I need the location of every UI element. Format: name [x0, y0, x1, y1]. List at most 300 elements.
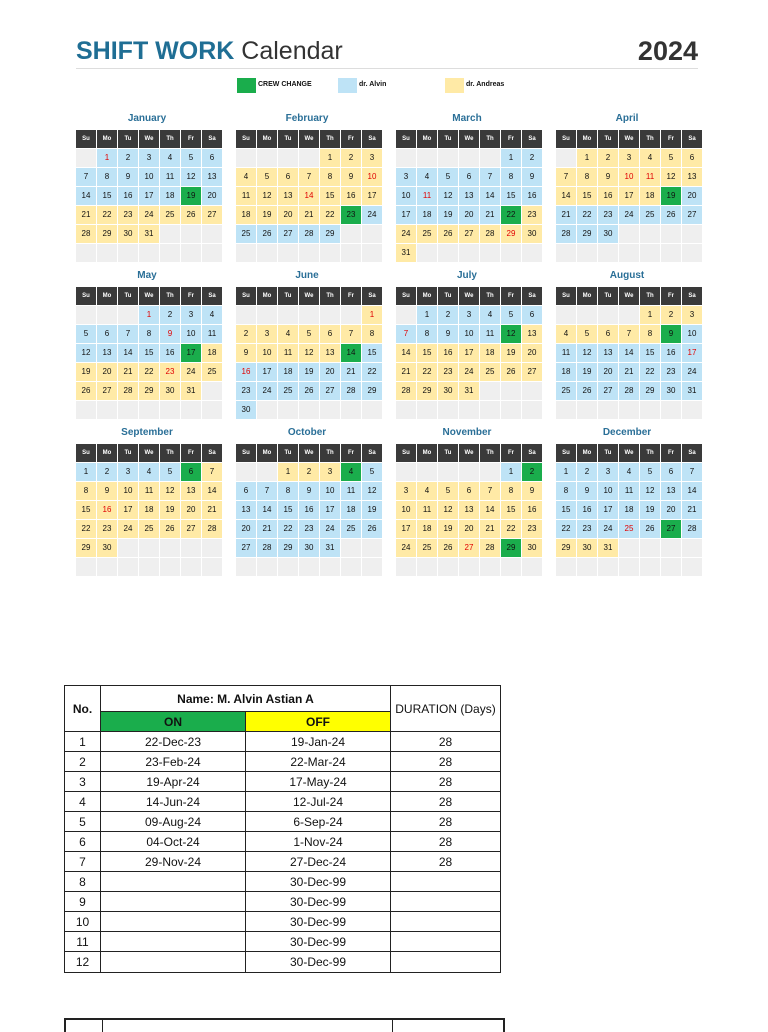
- weekday-header: Fr: [341, 130, 361, 148]
- day-cell: 28: [480, 539, 500, 557]
- day-cell: 17: [459, 344, 479, 362]
- day-cell: 21: [619, 363, 639, 381]
- day-cell: 14: [341, 344, 361, 362]
- month-grid: [76, 444, 222, 576]
- day-cell: 8: [278, 482, 298, 500]
- empty-day-cell: [598, 306, 618, 324]
- day-cell: 3: [139, 149, 159, 167]
- empty-day-cell: [299, 244, 319, 262]
- cell-no: 4: [65, 792, 101, 812]
- day-cell: 29: [556, 539, 576, 557]
- cell-off: 17-May-24: [246, 772, 391, 792]
- month-grid: [236, 444, 382, 576]
- day-cell: 14: [682, 482, 702, 500]
- day-cell: 4: [640, 149, 660, 167]
- empty-day-cell: [202, 244, 222, 262]
- day-cell: 15: [417, 344, 437, 362]
- day-cell: 19: [257, 206, 277, 224]
- empty-day-cell: [640, 225, 660, 243]
- day-cell: 30: [522, 539, 542, 557]
- weekday-header: Sa: [522, 444, 542, 462]
- day-cell: 25: [556, 382, 576, 400]
- empty-day-cell: [118, 401, 138, 419]
- day-cell: 3: [619, 149, 639, 167]
- empty-day-cell: [181, 539, 201, 557]
- day-cell: 5: [438, 482, 458, 500]
- empty-day-cell: [619, 306, 639, 324]
- weekday-header: Th: [640, 287, 660, 305]
- day-cell: 8: [577, 168, 597, 186]
- empty-day-cell: [257, 306, 277, 324]
- empty-day-cell: [320, 401, 340, 419]
- table-row: [65, 732, 501, 752]
- day-cell: 5: [438, 168, 458, 186]
- empty-day-cell: [139, 244, 159, 262]
- table-row: [65, 812, 501, 832]
- day-cell: 23: [598, 206, 618, 224]
- cell-duration: 28: [391, 832, 501, 852]
- cell-off: 30-Dec-99: [246, 912, 391, 932]
- day-cell: 29: [139, 382, 159, 400]
- day-cell: 26: [577, 382, 597, 400]
- day-cell: 19: [76, 363, 96, 381]
- empty-day-cell: [362, 539, 382, 557]
- weekday-header: Fr: [501, 130, 521, 148]
- month-grid: [236, 287, 382, 419]
- cell-no: 9: [65, 892, 101, 912]
- weekday-header: Th: [320, 287, 340, 305]
- day-cell: 26: [501, 363, 521, 381]
- empty-day-cell: [480, 558, 500, 576]
- day-cell: 25: [202, 363, 222, 381]
- day-cell: 13: [181, 482, 201, 500]
- weekday-header: Tu: [278, 287, 298, 305]
- day-cell: 27: [181, 520, 201, 538]
- day-cell: 4: [417, 168, 437, 186]
- empty-day-cell: [619, 558, 639, 576]
- day-cell: 20: [320, 363, 340, 381]
- legend-label-crew-change: CREW CHANGE: [258, 81, 312, 88]
- weekday-header: We: [459, 130, 479, 148]
- weekday-header: Fr: [181, 444, 201, 462]
- day-cell: 26: [362, 520, 382, 538]
- empty-day-cell: [257, 463, 277, 481]
- day-cell: 16: [341, 187, 361, 205]
- month-name: August: [609, 270, 645, 281]
- day-cell: 30: [522, 225, 542, 243]
- empty-day-cell: [640, 539, 660, 557]
- day-cell: 23: [341, 206, 361, 224]
- day-cell: 29: [577, 225, 597, 243]
- month-name: November: [442, 427, 492, 438]
- day-cell: 19: [661, 187, 681, 205]
- empty-day-cell: [480, 149, 500, 167]
- day-cell: 26: [438, 225, 458, 243]
- empty-day-cell: [661, 244, 681, 262]
- day-cell: 2: [522, 149, 542, 167]
- empty-day-cell: [257, 401, 277, 419]
- empty-day-cell: [682, 558, 702, 576]
- weekday-header: Tu: [598, 287, 618, 305]
- day-cell: 27: [682, 206, 702, 224]
- weekday-header: Su: [396, 130, 416, 148]
- cell-on: [101, 932, 246, 952]
- day-cell: 20: [459, 520, 479, 538]
- second-table-divider: [102, 1020, 103, 1032]
- weekday-header: Su: [236, 130, 256, 148]
- day-cell: 30: [97, 539, 117, 557]
- weekday-header: Mo: [577, 130, 597, 148]
- day-cell: 12: [362, 482, 382, 500]
- day-cell: 6: [661, 463, 681, 481]
- month-grid: [556, 287, 702, 419]
- day-cell: 4: [236, 168, 256, 186]
- day-cell: 13: [236, 501, 256, 519]
- day-cell: 12: [438, 187, 458, 205]
- day-cell: 21: [118, 363, 138, 381]
- day-cell: 19: [438, 206, 458, 224]
- empty-day-cell: [480, 463, 500, 481]
- empty-day-cell: [341, 539, 361, 557]
- weekday-header: Th: [320, 130, 340, 148]
- header-divider: [76, 68, 698, 69]
- day-cell: 23: [522, 520, 542, 538]
- weekday-header: Tu: [438, 444, 458, 462]
- day-cell: 4: [139, 463, 159, 481]
- day-cell: 27: [278, 225, 298, 243]
- day-cell: 20: [459, 206, 479, 224]
- cell-off: 19-Jan-24: [246, 732, 391, 752]
- day-cell: 26: [181, 206, 201, 224]
- weekday-header: Sa: [202, 444, 222, 462]
- day-cell: 9: [341, 168, 361, 186]
- col-duration-header: DURATION (Days): [391, 686, 501, 732]
- day-cell: 21: [556, 206, 576, 224]
- weekday-header: We: [619, 444, 639, 462]
- empty-day-cell: [438, 463, 458, 481]
- day-cell: 7: [118, 325, 138, 343]
- day-cell: 24: [139, 206, 159, 224]
- weekday-header: Su: [556, 444, 576, 462]
- day-cell: 28: [341, 382, 361, 400]
- day-cell: 25: [640, 206, 660, 224]
- day-cell: 5: [661, 149, 681, 167]
- day-cell: 1: [97, 149, 117, 167]
- day-cell: 8: [76, 482, 96, 500]
- empty-day-cell: [97, 558, 117, 576]
- day-cell: 21: [257, 520, 277, 538]
- day-cell: 16: [438, 344, 458, 362]
- empty-day-cell: [438, 558, 458, 576]
- weekday-header: Tu: [118, 287, 138, 305]
- cell-on: 09-Aug-24: [101, 812, 246, 832]
- day-cell: 7: [556, 168, 576, 186]
- weekday-header: Sa: [682, 130, 702, 148]
- day-cell: 23: [299, 520, 319, 538]
- day-cell: 19: [640, 501, 660, 519]
- day-cell: 12: [181, 168, 201, 186]
- empty-day-cell: [341, 401, 361, 419]
- day-cell: 22: [362, 363, 382, 381]
- weekday-header: Mo: [257, 130, 277, 148]
- day-cell: 30: [661, 382, 681, 400]
- day-cell: 18: [341, 501, 361, 519]
- day-cell: 28: [118, 382, 138, 400]
- day-cell: 17: [396, 520, 416, 538]
- weekday-header: We: [299, 130, 319, 148]
- weekday-header: Tu: [438, 287, 458, 305]
- weekday-header: Th: [320, 444, 340, 462]
- day-cell: 3: [362, 149, 382, 167]
- cell-no: 5: [65, 812, 101, 832]
- empty-day-cell: [362, 401, 382, 419]
- cell-off: 30-Dec-99: [246, 952, 391, 973]
- cell-on: [101, 912, 246, 932]
- weekday-header: Su: [76, 130, 96, 148]
- day-cell: 3: [320, 463, 340, 481]
- day-cell: 1: [139, 306, 159, 324]
- cell-off: 22-Mar-24: [246, 752, 391, 772]
- day-cell: 8: [417, 325, 437, 343]
- day-cell: 22: [417, 363, 437, 381]
- day-cell: 23: [97, 520, 117, 538]
- day-cell: 21: [480, 520, 500, 538]
- day-cell: 10: [118, 482, 138, 500]
- cell-off: 27-Dec-24: [246, 852, 391, 872]
- empty-day-cell: [278, 401, 298, 419]
- day-cell: 9: [438, 325, 458, 343]
- day-cell: 3: [257, 325, 277, 343]
- empty-day-cell: [556, 558, 576, 576]
- empty-day-cell: [181, 401, 201, 419]
- day-cell: 7: [202, 463, 222, 481]
- day-cell: 17: [181, 344, 201, 362]
- empty-day-cell: [97, 401, 117, 419]
- day-cell: 15: [556, 501, 576, 519]
- weekday-header: Su: [556, 287, 576, 305]
- day-cell: 11: [619, 482, 639, 500]
- month-name: June: [295, 270, 319, 281]
- day-cell: 18: [417, 206, 437, 224]
- empty-day-cell: [480, 244, 500, 262]
- day-cell: 12: [160, 482, 180, 500]
- day-cell: 14: [118, 344, 138, 362]
- weekday-header: Fr: [501, 444, 521, 462]
- day-cell: 6: [202, 149, 222, 167]
- empty-day-cell: [76, 149, 96, 167]
- weekday-header: We: [459, 444, 479, 462]
- cell-no: 10: [65, 912, 101, 932]
- day-cell: 1: [501, 463, 521, 481]
- cell-no: 8: [65, 872, 101, 892]
- day-cell: 19: [577, 363, 597, 381]
- day-cell: 13: [202, 168, 222, 186]
- empty-day-cell: [577, 306, 597, 324]
- day-cell: 2: [661, 306, 681, 324]
- empty-day-cell: [438, 244, 458, 262]
- weekday-header: Tu: [598, 130, 618, 148]
- day-cell: 6: [97, 325, 117, 343]
- empty-day-cell: [76, 244, 96, 262]
- empty-day-cell: [577, 244, 597, 262]
- day-cell: 22: [97, 206, 117, 224]
- empty-day-cell: [278, 558, 298, 576]
- day-cell: 22: [501, 520, 521, 538]
- day-cell: 31: [320, 539, 340, 557]
- cell-duration: [391, 952, 501, 973]
- day-cell: 13: [278, 187, 298, 205]
- day-cell: 12: [76, 344, 96, 362]
- day-cell: 4: [619, 463, 639, 481]
- col-no-header: No.: [65, 686, 101, 732]
- weekday-header: Fr: [341, 287, 361, 305]
- day-cell: 22: [556, 520, 576, 538]
- weekday-header: Th: [480, 444, 500, 462]
- month-grid: [396, 130, 542, 262]
- month-name: January: [127, 113, 167, 124]
- weekday-header: Sa: [682, 287, 702, 305]
- empty-day-cell: [556, 401, 576, 419]
- day-cell: 16: [236, 363, 256, 381]
- day-cell: 23: [577, 520, 597, 538]
- month-grid: [556, 130, 702, 262]
- day-cell: 2: [598, 149, 618, 167]
- empty-day-cell: [97, 306, 117, 324]
- day-cell: 21: [480, 206, 500, 224]
- day-cell: 3: [598, 463, 618, 481]
- day-cell: 20: [598, 363, 618, 381]
- empty-day-cell: [459, 463, 479, 481]
- day-cell: 8: [501, 168, 521, 186]
- day-cell: 25: [236, 225, 256, 243]
- weekday-header: Su: [396, 287, 416, 305]
- day-cell: 11: [139, 482, 159, 500]
- day-cell: 9: [522, 482, 542, 500]
- day-cell: 7: [257, 482, 277, 500]
- table-row: [65, 872, 501, 892]
- day-cell: 13: [320, 344, 340, 362]
- day-cell: 14: [202, 482, 222, 500]
- day-cell: 8: [320, 168, 340, 186]
- month-grid: [396, 444, 542, 576]
- legend-label-dr-andreas: dr. Andreas: [466, 81, 505, 88]
- day-cell: 20: [236, 520, 256, 538]
- empty-day-cell: [417, 149, 437, 167]
- empty-day-cell: [299, 306, 319, 324]
- weekday-header: Fr: [181, 287, 201, 305]
- weekday-header: Fr: [661, 130, 681, 148]
- day-cell: 13: [661, 482, 681, 500]
- month-grid: [556, 444, 702, 576]
- day-cell: 28: [619, 382, 639, 400]
- day-cell: 4: [278, 325, 298, 343]
- month-name: October: [287, 427, 327, 438]
- empty-day-cell: [299, 149, 319, 167]
- weekday-header: Su: [236, 444, 256, 462]
- day-cell: 15: [501, 187, 521, 205]
- day-cell: 10: [362, 168, 382, 186]
- day-cell: 18: [139, 501, 159, 519]
- day-cell: 3: [459, 306, 479, 324]
- empty-day-cell: [417, 558, 437, 576]
- day-cell: 5: [501, 306, 521, 324]
- day-cell: 4: [160, 149, 180, 167]
- empty-day-cell: [556, 244, 576, 262]
- cell-no: 6: [65, 832, 101, 852]
- day-cell: 19: [181, 187, 201, 205]
- empty-day-cell: [459, 244, 479, 262]
- day-cell: 14: [480, 187, 500, 205]
- col-off-header: OFF: [246, 712, 391, 732]
- day-cell: 29: [97, 225, 117, 243]
- day-cell: 14: [257, 501, 277, 519]
- weekday-header: Mo: [417, 444, 437, 462]
- table-body: [65, 732, 501, 973]
- empty-day-cell: [299, 401, 319, 419]
- empty-day-cell: [202, 558, 222, 576]
- weekday-header: Tu: [118, 130, 138, 148]
- day-cell: 22: [640, 363, 660, 381]
- day-cell: 20: [682, 187, 702, 205]
- cell-duration: 28: [391, 752, 501, 772]
- day-cell: 4: [556, 325, 576, 343]
- day-cell: 13: [459, 187, 479, 205]
- weekday-header: Tu: [278, 444, 298, 462]
- legend-swatch-crew-change: [237, 78, 256, 93]
- day-cell: 31: [181, 382, 201, 400]
- day-cell: 15: [76, 501, 96, 519]
- day-cell: 27: [459, 225, 479, 243]
- day-cell: 12: [577, 344, 597, 362]
- day-cell: 16: [97, 501, 117, 519]
- day-cell: 27: [202, 206, 222, 224]
- day-cell: 17: [396, 206, 416, 224]
- empty-day-cell: [139, 401, 159, 419]
- empty-day-cell: [139, 558, 159, 576]
- weekday-header: Mo: [577, 287, 597, 305]
- empty-day-cell: [459, 401, 479, 419]
- weekday-header: Th: [160, 130, 180, 148]
- cell-no: 11: [65, 932, 101, 952]
- day-cell: 23: [236, 382, 256, 400]
- day-cell: 15: [577, 187, 597, 205]
- day-cell: 9: [97, 482, 117, 500]
- day-cell: 1: [556, 463, 576, 481]
- weekday-header: Su: [396, 444, 416, 462]
- day-cell: 7: [341, 325, 361, 343]
- day-cell: 15: [640, 344, 660, 362]
- day-cell: 31: [396, 244, 416, 262]
- month-name: July: [456, 270, 477, 281]
- day-cell: 15: [362, 344, 382, 362]
- day-cell: 2: [97, 463, 117, 481]
- day-cell: 21: [396, 363, 416, 381]
- legend-label-dr-alvin: dr. Alvin: [359, 81, 387, 88]
- day-cell: 22: [320, 206, 340, 224]
- day-cell: 1: [320, 149, 340, 167]
- day-cell: 28: [556, 225, 576, 243]
- day-cell: 16: [598, 187, 618, 205]
- empty-day-cell: [556, 149, 576, 167]
- day-cell: 18: [236, 206, 256, 224]
- cell-on: [101, 892, 246, 912]
- empty-day-cell: [396, 558, 416, 576]
- empty-day-cell: [118, 539, 138, 557]
- day-cell: 25: [341, 520, 361, 538]
- day-cell: 11: [278, 344, 298, 362]
- empty-day-cell: [320, 306, 340, 324]
- empty-day-cell: [202, 382, 222, 400]
